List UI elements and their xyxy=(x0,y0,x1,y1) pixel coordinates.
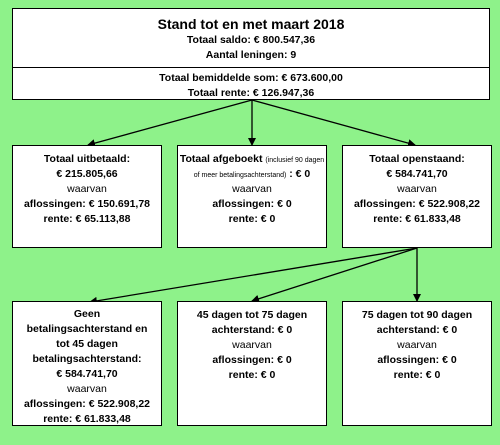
geen-achterstand-box xyxy=(12,301,162,426)
openstaand-box xyxy=(342,145,492,248)
afgeboekt-amount: : € 0 xyxy=(289,168,311,180)
uitbetaald-title: Totaal uitbetaald: xyxy=(43,153,131,165)
arrow-to-openstaand xyxy=(252,100,415,145)
afgeboekt-aflossingen: aflossingen: € 0 xyxy=(212,198,292,210)
d45-line-1: 45 dagen tot 75 dagen xyxy=(196,309,308,321)
aantal-leningen: Aantal leningen: 9 xyxy=(205,49,297,61)
arrow-to-45-dagen xyxy=(252,248,417,301)
geen-line-1: Geen xyxy=(73,308,101,320)
openstaand-amount: € 584.741,70 xyxy=(386,168,448,180)
d45-achterstand: achterstand: € 0 xyxy=(211,324,293,336)
header-divider xyxy=(13,67,489,68)
afgeboekt-title: Totaal afgeboekt xyxy=(179,153,263,165)
geen-line-4: betalingsachterstand: xyxy=(32,353,142,365)
d75-rente: rente: € 0 xyxy=(393,369,441,381)
d45-aflossingen: aflossingen: € 0 xyxy=(212,354,292,366)
d75-waarvan: waarvan xyxy=(397,339,437,351)
arrow-to-geen xyxy=(90,248,417,302)
afgeboekt-rente: rente: € 0 xyxy=(228,213,276,225)
openstaand-waarvan: waarvan xyxy=(397,183,437,195)
totaal-rente: Totaal rente: € 126.947,36 xyxy=(187,87,315,99)
d45-waarvan: waarvan xyxy=(232,339,272,351)
totaal-bemiddelde-som: Totaal bemiddelde som: € 673.600,00 xyxy=(159,72,343,84)
geen-line-3: tot 45 dagen xyxy=(56,338,118,350)
geen-aflossingen: aflossingen: € 522.908,22 xyxy=(23,398,151,410)
afgeboekt-box xyxy=(177,145,327,248)
openstaand-aflossingen: aflossingen: € 522.908,22 xyxy=(353,198,481,210)
uitbetaald-amount: € 215.805,66 xyxy=(56,168,118,180)
header-box xyxy=(12,8,490,100)
achterstand-75-90-box xyxy=(342,301,492,426)
geen-amount: € 584.741,70 xyxy=(56,368,118,380)
uitbetaald-aflossingen: aflossingen: € 150.691,78 xyxy=(23,198,151,210)
page-title: Stand tot en met maart 2018 xyxy=(157,16,345,32)
totaal-saldo: Totaal saldo: € 800.547,36 xyxy=(186,34,316,46)
geen-line-2: betalingsachterstand en xyxy=(26,323,148,335)
geen-rente: rente: € 61.833,48 xyxy=(43,413,131,425)
d75-achterstand: achterstand: € 0 xyxy=(376,324,458,336)
uitbetaald-rente: rente: € 65.113,88 xyxy=(43,213,131,225)
d75-aflossingen: aflossingen: € 0 xyxy=(377,354,457,366)
achterstand-45-75-box xyxy=(177,301,327,426)
uitbetaald-box xyxy=(12,145,162,248)
afgeboekt-waarvan: waarvan xyxy=(232,183,272,195)
d75-line-1: 75 dagen tot 90 dagen xyxy=(361,309,473,321)
afgeboekt-note: (inclusief 90 dagen of meer betalingsachterstand) xyxy=(193,157,325,179)
openstaand-title: Totaal openstaand: xyxy=(369,153,465,165)
arrow-to-uitbetaald xyxy=(88,100,252,145)
openstaand-rente: rente: € 61.833,48 xyxy=(373,213,461,225)
geen-waarvan: waarvan xyxy=(67,383,107,395)
uitbetaald-waarvan: waarvan xyxy=(67,183,107,195)
d45-rente: rente: € 0 xyxy=(228,369,276,381)
